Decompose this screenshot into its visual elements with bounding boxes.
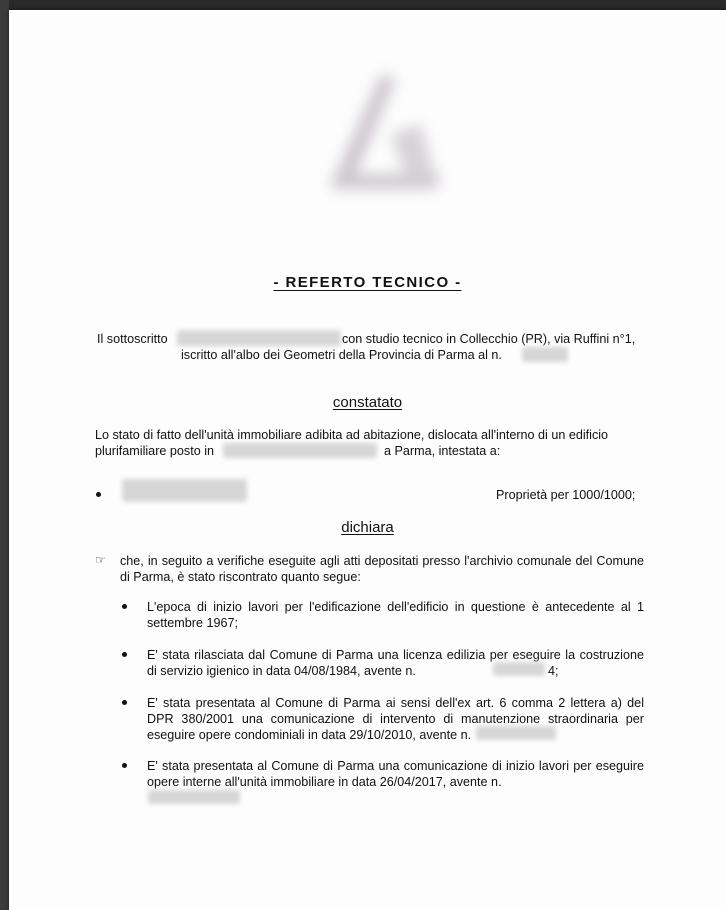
viewer-left-edge xyxy=(0,0,9,910)
redacted-name xyxy=(177,330,341,346)
item2-suffix: 4; xyxy=(548,664,559,678)
stato-text-line2b: a Parma, intestata a: xyxy=(384,444,501,458)
bullet-item-4 xyxy=(122,763,127,768)
pointing-hand-icon: ☞ xyxy=(95,553,106,567)
redacted-licenza-number xyxy=(493,662,545,676)
redacted-cil-number xyxy=(148,790,240,804)
bullet-owner xyxy=(96,492,101,497)
dichiara-intro: che, in seguito a verifiche eseguite agli atti depositati presso l'archivio comunale del Comune di Parma, è stato riscontrato quanto segue: xyxy=(120,554,644,584)
list-item: E' stata presentata al Comune di Parma ai sensi dell'ex art. 6 comma 2 lettera a) del DPR 380/2001 una comunicazione di intervento di manutenzione straordinaria per eseguire opere condominiali in data 29/10/2010, avente n. xyxy=(147,696,644,742)
heading-constatato: constatato xyxy=(332,394,403,411)
company-logo xyxy=(311,64,457,200)
bullet-item-2 xyxy=(122,652,127,657)
heading-dichiara: dichiara xyxy=(341,519,394,536)
page-title: - REFERTO TECNICO - xyxy=(273,274,462,291)
bullet-item-3 xyxy=(122,700,127,705)
list-item: L'epoca di inizio lavori per l'edificazione dell'edificio in questione è antecedente al 1 settembre 1967; xyxy=(147,600,644,630)
intro-text-albo: iscritto all'albo dei Geometri della Provincia di Parma al n. xyxy=(181,348,502,362)
bullet-item-1 xyxy=(122,604,127,609)
redacted-comunicazione-number xyxy=(476,726,556,740)
redacted-address xyxy=(223,443,377,458)
intro-text-start: Il sottoscritto xyxy=(97,332,168,346)
stato-text-line2a: plurifamiliare posto in xyxy=(95,444,214,458)
owner-share: Proprietà per 1000/1000; xyxy=(496,488,636,502)
document-page xyxy=(9,10,726,910)
list-item: E' stata presentata al Comune di Parma una comunicazione di inizio lavori per eseguire opere interne all'unità immobiliare in data 26/04/2017, avente n. xyxy=(147,759,644,789)
intro-text-studio: con studio tecnico in Collecchio (PR), via Ruffini n°1, xyxy=(342,332,636,346)
list-item: E' stata rilasciata dal Comune di Parma una licenza edilizia per eseguire la costruzione di servizio igienico in data 04/08/1984, avente n. xyxy=(147,648,644,678)
redacted-owner-name xyxy=(122,479,247,502)
stato-text-line1: Lo stato di fatto dell'unità immobiliare adibita ad abitazione, dislocata all'interno di un edificio xyxy=(95,428,609,442)
redacted-albo-number xyxy=(522,347,568,362)
